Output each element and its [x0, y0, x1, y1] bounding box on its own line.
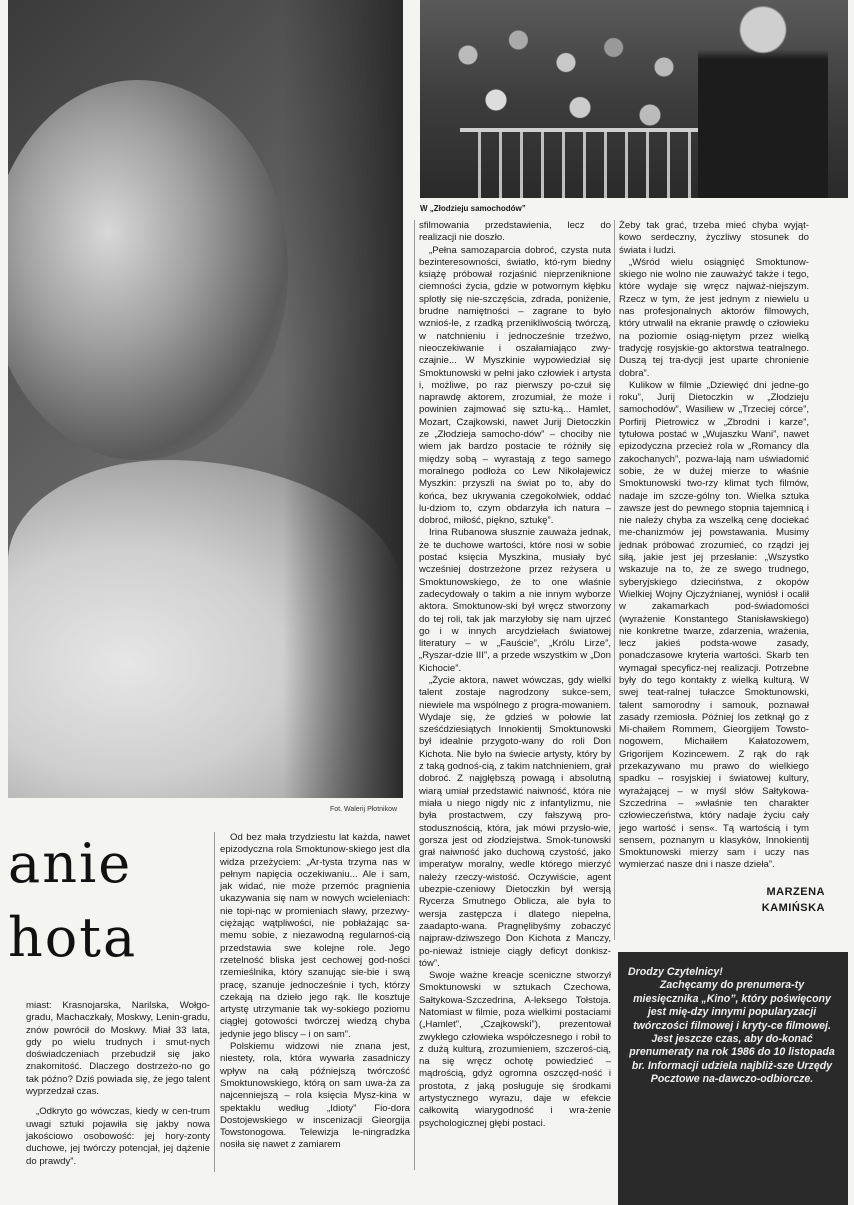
paragraph: Od bez mała trzydziestu lat każda, nawet epizodyczna rola Smoktunow-skiego jest dla widza przeżyciem: „Ar-tysta trzyma nas w pełnym napięcia oczekiwaniu... Ale i sam, jak widać, nie może przemóc pragnienia ukazywania się nam w nowych wcieleniach: nie topi-nąc w promieniach sławy, przezwy-ciężając wątpliwości, nie pobłażając sa-memu sobie, z niezawodną regularnoś-cią przedstawia swe kolejne role. Jego rzetelność bliska jest cechowej god-ności rzemieślnika, który szanując sie-bie i swą pracę, szanuje jednocześnie i tych, którzy czekają na dzieło jego rąk. Ile kosztuje artystę utrzymanie tak wy-sokiego poziomu ciągłej gotowości twórczej wiedzą chyba jedynie jego bliscy – i on sam”. [220, 832, 410, 1040]
article-column-d [619, 220, 809, 872]
film-still-photo [420, 0, 848, 198]
paragraph: Żeby tak grać, trzeba mieć chyba wyjąt-kowo serdeczny, życzliwy stosunek do świata i ludzi. [619, 220, 809, 256]
paragraph: „Życie aktora, nawet wówczas, gdy wielki talent zostaje nagrodzony sukce-sem, niewiele ma wspólnego z progra-mowaniem. Wydaje się, że gdzieś w połowie lat sześćdziesiątych Innokientij Smoktunowski był idealnie przygoto-wany do roli Don Kichota. Nie było na świecie artysty, który by z taką godnoś-cią, z takim natchnieniem, grał dobroć. Z najgłębszą powagą i absolutną wiarą umiał przedstawić naiwność, która nie miała u niego nigdy nic z infantylizmu, nie była prostactwem, czy fałszywą pro-stodusznością, która, jak mówi przysło-wie, gorsza jest od złodziejstwa. Smok-tunowski grał naiwność jako duchową czystość, jako imperatyw moralny, wedle którego mierzyć należy rzeczy-wistość. Oczywiście, agent ubezpie-czeniowy Dietoczkin był wersją Rycerza Smutnego Oblicza, ale była to wersja zastępcza i dlatego niepełna, zaadapto-wana. Pragnęlibyśmy zobaczyć najpraw-dziwszego Don Kichota z Manczy, po-nieważ istnieje ciągły deficyt donkisz-tów”. [419, 674, 611, 969]
paragraph: Swoje ważne kreacje sceniczne stworzył Smoktunowski w sztukach Czechowa, Sałtykowa-Szczedrina, A-leksego Tołstoja. Natomiast w filmie, poza wielkimi postaciami („Hamlet”, „Czajkowski”), prezentował zwykłego człowieka współczesnego i robił to z dużą kulturą, zrozumieniem, szczeroś-cią, na się wręcz ochotę powiedzieć – mądrością, gdyż ogromna oszczęd-ność i prostota, z jaką posługuje się środkami artystycznego wyrazu, daje w efekcie całkowitą wiarygodność i wra-żenie psychologicznej głębi postaci. [419, 970, 611, 1129]
photo-caption: W „Złodzieju samochodów” [420, 204, 526, 213]
paragraph: sfilmowania przedstawienia, lecz do realizacji nie doszło. [419, 220, 611, 244]
paragraph: „Wśród wielu osiągnięć Smoktunow-skiego nie wolno nie zauważyć także i tego, które wydaje się wręcz najważ-niejszym. Rzecz w tym, że jest jednym z niewielu u nas profesjonalnych aktorów filmowych, który utrwalił na ekranie prawdę o człowieku na poziomie osiąg-niętym przez wielką tradycję rosyjskie-go aktorstwa teatralnego. Duszą tej tra-dycji jest uparte chronienie dobra”. [619, 256, 809, 379]
author-last-name: KAMIŃSKA [761, 902, 825, 914]
paragraph: Kulikow w filmie „Dziewięć dni jedne-go roku”, Jurij Dietoczkin w „Złodzieju samochodów”, Wasiliew w „Trzeciej córce”, Porfirij Pietrowicz w „Zbrodni i karze”, tytułowa postać w „Wujaszku Wani”, nawet epizodyczna przecież rola w „Romancy dla zakochanych”, pozwa-lają nam uświadomić sobie, że w dużej mierze to właśnie Smoktunowski two-rzy klimat tych filmów, nadaje im szcze-gólny ton. Wielka sztuka zawsze jest do pewnego stopnia tajemnicą i nie należy chyba za wszelką cenę dociekać me-chanizmów jej powstawania. Musimy jednak próbować zrozumieć, co rządzi jej siłą, jakie jest jej przesłanie: „Wszystko wskazuje na to, że ze swego trudnego, syberyjskiego dzieciństwa, z okopów Wielkiej Wojny Ojczyźnianej, wyniósł i ocalił w zakamarkach pod-świadomości (wyrażenie Konstantego Stanisławskiego) nie konkretne twarze, zdarzenia, wrażenia, lecz jakieś podsta-wowe zasady, ponadczasowe kryteria wartości. Skarb ten wymagał specyficz-nej realizacji. Potrzebne były do tego kontakty z wielką kulturą. W swej teat-ralnej tułaczce Smoktunowski, talent samorodny i samouk, poznawał zasady rzemiosła. Później los zetknął go z Mi-chaiłem Rommem, Gieorgijem Towsto-nogowem, Michaiłem Kałatozowem, Grigorijem Kozincewem. Z rąk do rąk przekazywano mu prawo do wielkiego spadku – rosyjskiej i światowej kultury, wyrażającej – w myśl słów Sałtykowa-Szczedrina – »właśnie ten charakter człowieczeństwa, który nadaje życiu cały jego wartość i sens«. Tą wartością i tym sensem, poznanym u klasyków, Innokientij Smoktunowski mierzy sam i uczy nas wymierzać nasze dni i nasze dzieła”. [619, 379, 809, 871]
headline-line-2: hota [8, 906, 138, 969]
photo-hair-region [8, 80, 288, 460]
article-column-c [419, 220, 611, 1130]
paragraph: Polskiemu widzowi nie znana jest, niestety, rola, która wywarła zasadniczy wpływ na całą późniejszą twórczość Smoktunowskiego, którą on sam uwa-ża za najcenniejszą – rola księcia Mysz-kina w spektaklu według „Idioty” Fio-dora Dostojewskiego w inscenizacji Gieorgija Towstonogowa. Telewizja le-ningradzka nosiła się nawet z zamiarem [220, 1041, 410, 1151]
column-divider [614, 220, 615, 940]
notice-body-2: Jest jeszcze czas, aby do-konać prenumeraty na rok 1986 do 10 listopada br. Informacji udziela najbliż-sze Urzędy Pocztowe na-dawczo-odbiorcze. [629, 1033, 835, 1086]
portrait-photo [8, 0, 403, 798]
headline-line-1: anie [8, 832, 133, 895]
notice-body-1: Zachęcamy do prenumera-ty miesięcznika „Kino”, który poświęcony jest mię-dzy innymi popularyzacji twórczości filmowej i kryty-ce filmowej. [633, 979, 831, 1032]
photo-railing [460, 128, 700, 198]
paragraph: „Pełna samozaparcia dobroć, czysta nuta bezinteresowności, światło, któ-rym biedny książę próbował rozjaśnić nieprzeniknione ciemności życia, gdzie w potwornym kłębku splotły się nie-szczęścia, zdrada, poniżenie, brudne namiętności – zagrane to było wznioś-le, z rzadką przenikliwością twórczą, w natchnieniu i jednocześnie trzeźwo, nieoczekiwanie i oszałamiająco zwy-czajnie... W Myszkinie wypowiedział się Smoktunowski w pełni jako człowiek i artysta i, możliwe, po raz pierwszy po-czuł się naprawdę aktorem, zrozumiał, że może i powinien zajmować się sztu-ką... Hamlet, Mozart, Czajkowski, nawet Jurij Dietoczkin ze „Złodzieja samocho-dów” – chociby nie wiem jak bardzo postacie te różniły się między sobą – wyrastają z tego samego moralnego podłoża co Lew Nikołajewicz Myszkin: przyszli na świat po to, aby do końca, bez ukrywania czegokolwiek, oddać lu-dziom to, czym obdarzyła ich natura – dobroć, miłość, piękno, sztukę”. [419, 244, 611, 527]
photo-actor [698, 0, 828, 198]
paragraph: miast: Krasnojarska, Narilska, Wołgo-gradu, Machaczkały, Moskwy, Lenin-gradu, znów powrócił do Moskwy. Miał 33 lata, gdy po wielu trudnych i smut-nych doświadczeniach przebudził się jako znakomitość. Dlaczego dostrzeżo-no go tak późno? Dziś powiada się, że jego talent wyprzedzał czas. [26, 1000, 210, 1098]
photo-shadow-region [283, 0, 403, 798]
article-column-b [220, 832, 410, 1152]
column-divider [214, 832, 215, 1172]
author-first-name: MARZENA [766, 886, 825, 898]
subscription-notice [618, 952, 848, 1205]
notice-greeting: Drodzy Czytelnicy! [628, 966, 723, 978]
author-byline [735, 884, 825, 916]
article-column-a [26, 1000, 210, 1168]
column-divider [414, 220, 415, 1170]
photo-credit: Fot. Walerij Płotnikow [330, 806, 398, 813]
paragraph: Irina Rubanowa słusznie zauważa jednak, że te duchowe wartości, które nosi w sobie postać księcia Myszkina, musiały być wcześniej dostrzeżone przez reżysera u Smoktunowskiego, że to one właśnie zadecydowały o takim a nie innym wyborze aktora. Smoktunow-ski był wręcz stworzony do tej roli, tak jak marzyłoby się nam ujrzeć go i w innych arcydziełach światowej literatury – w „Fauście”, „Królu Lirze”, „Ryszar-dzie III”, a przede wszystkim w „Don Kichocie”. [419, 527, 611, 674]
paragraph: „Odkryto go wówczas, kiedy w cen-trum uwagi sztuki pojawiła się jakby nowa jakościowo osobowość: jej hory-zonty duchowe, jej twórczy potencjał, jej dążenie do prawdy”. [26, 1106, 210, 1167]
